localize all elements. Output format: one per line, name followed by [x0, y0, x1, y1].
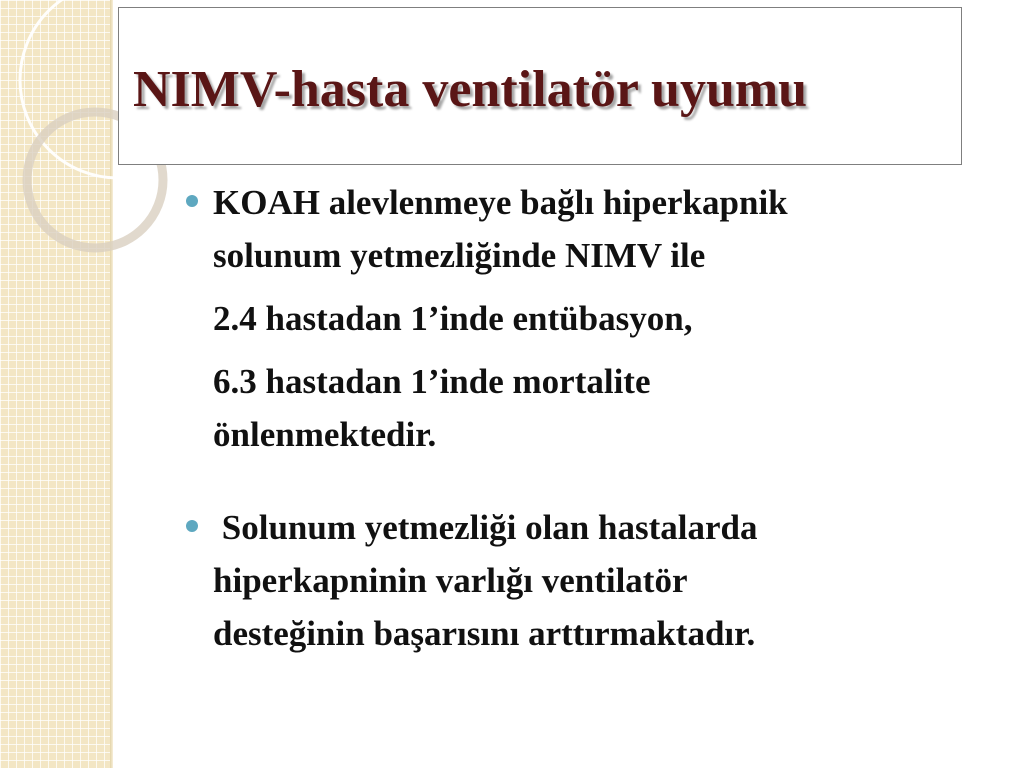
- bullet-1-sub-line-1: 2.4 hastadan 1’inde entübasyon,: [213, 299, 693, 338]
- bullet-1-sub-line-2: 6.3 hastadan 1’inde mortalite: [213, 362, 651, 401]
- bullet-1-line-2: solunum yetmezliğinde NIMV ile: [213, 236, 706, 275]
- slide-content: [186, 176, 986, 660]
- bullet-2-line-1: Solunum yetmezliği olan hastalarda: [213, 508, 758, 547]
- bullet-item-2: [186, 501, 986, 660]
- bullet-gap: [186, 461, 986, 501]
- slide-title: NIMV-hasta ventilatör uyumu: [133, 61, 808, 118]
- bullet-item-1: [186, 176, 986, 461]
- bullet-2-line-3: desteğinin başarısını arttırmaktadır.: [213, 614, 756, 653]
- bullet-dot-icon: [186, 195, 198, 207]
- title-box: [118, 7, 962, 165]
- bullet-2-line-2: hiperkapninin varlığı ventilatör: [213, 561, 688, 600]
- bullet-1-line-1: KOAH alevlenmeye bağlı hiperkapnik: [213, 183, 788, 222]
- bullet-dot-icon: [186, 520, 198, 532]
- bullet-1-sub-line-3: önlenmektedir.: [213, 415, 437, 454]
